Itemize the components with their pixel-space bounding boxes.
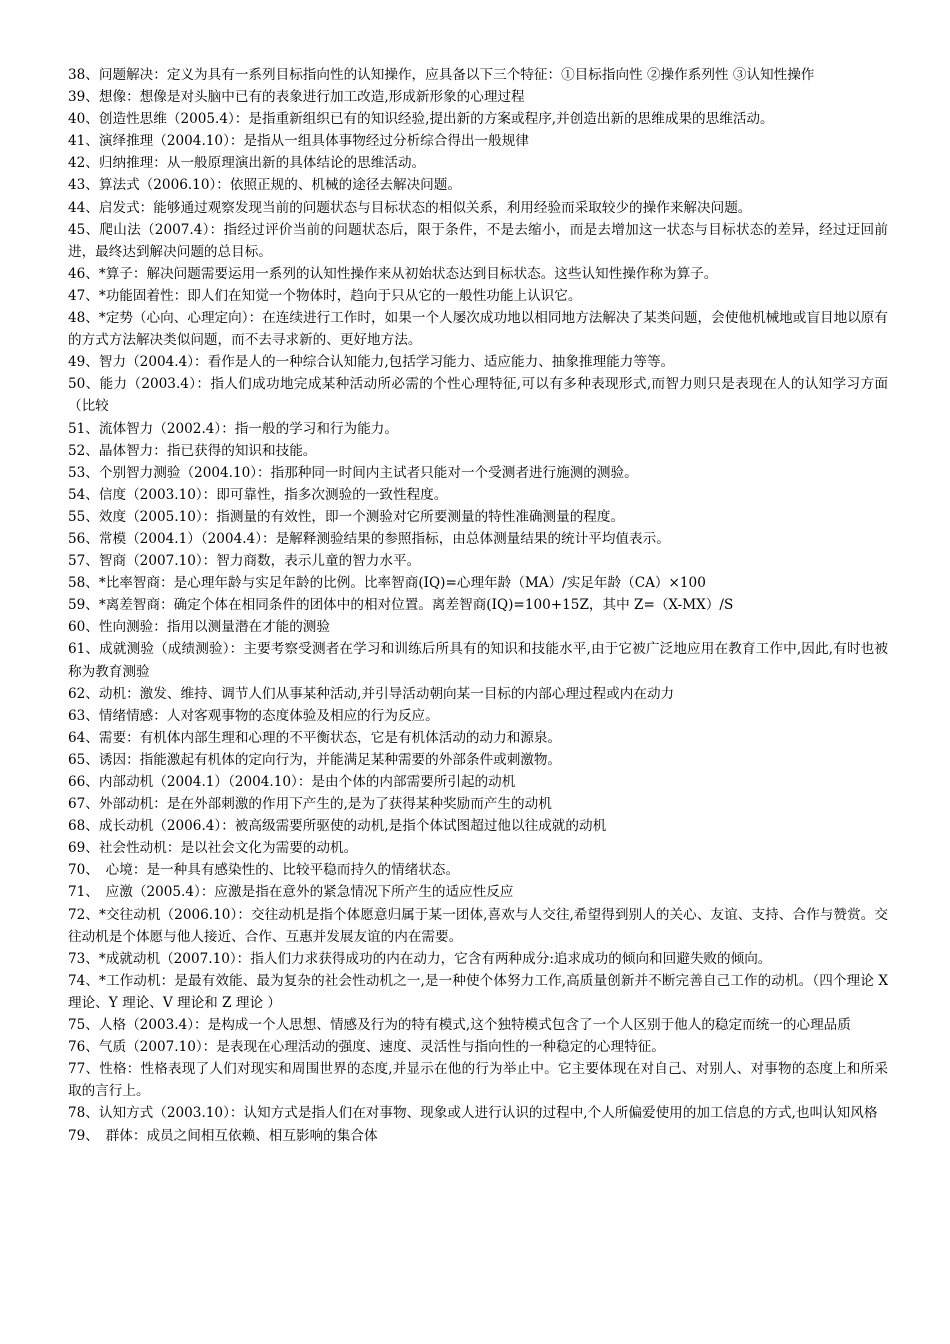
entry-51: 51、流体智力（2002.4）：指一般的学习和行为能力。 xyxy=(68,420,398,437)
entry-47: 47、*功能固着性：即人们在知觉一个物体时，趋向于只从它的一般性功能上认识它。 xyxy=(68,287,582,304)
entry-64: 64、需要：有机体内部生理和心理的不平衡状态，它是有机体活动的动力和源泉。 xyxy=(68,729,562,746)
entry-74: 74、*工作动机：是最有效能、最为复杂的社会性动机之一,是一种使个体努力工作,高质量创新并不断完善自己工作的动机。（四个理论 X 理论、Y 理论、V 理论和 Z 理论 ） xyxy=(68,972,888,1011)
entry-70: 70、 心境：是一种具有感染性的、比较平稳而持久的情绪状态。 xyxy=(68,862,460,879)
entry-65: 65、诱因：指能激起有机体的定向行为，并能满足某种需要的外部条件或刺激物。 xyxy=(68,751,562,768)
entry-44: 44、启发式：能够通过观察发现当前的问题状态与目标状态的相似关系，利用经验而采取较少的操作来解决问题。 xyxy=(68,199,752,216)
entry-40: 40、创造性思维（2005.4）：是指重新组织已有的知识经验,提出新的方案或程序,并创造出新的思维成果的思维活动。 xyxy=(68,111,774,128)
entry-67: 67、外部动机：是在外部刺激的作用下产生的,是为了获得某种奖励而产生的动机 xyxy=(68,796,552,813)
entry-76: 76、气质（2007.10）：是表现在心理活动的强度、速度、灵活性与指向性的一种稳定的心理特征。 xyxy=(68,1039,665,1056)
entry-41: 41、演绎推理（2004.10）：是指从一组具体事物经过分析综合得出一般规律 xyxy=(68,133,529,150)
entry-60: 60、性向测验：指用以测量潜在才能的测验 xyxy=(68,619,330,636)
entry-78: 78、认知方式（2003.10）：认知方式是指人们在对事物、现象或人进行认识的过程中,个人所偏爱使用的加工信息的方式,也叫认知风格 xyxy=(68,1105,878,1122)
entry-57: 57、智商（2007.10）：智力商数，表示儿童的智力水平。 xyxy=(68,553,421,570)
entry-48: 48、*定势（心向、心理定向）：在连续进行工作时，如果一个人屡次成功地以相同地方法解决了某类问题，会使他机械地或盲目地以原有的方式方法解决类似问题，而不去寻求新的、更好地方法。 xyxy=(68,310,888,349)
entry-73: 73、*成就动机（2007.10）：指人们力求获得成功的内在动力，它含有两种成分:追求成功的倾向和回避失败的倾向。 xyxy=(68,950,772,967)
entry-63: 63、情绪情感：人对客观事物的态度体验及相应的行为反应。 xyxy=(68,707,439,724)
entry-71: 71、 应激（2005.4）：应激是指在意外的紧急情况下所产生的适应性反应 xyxy=(68,884,514,901)
entry-77: 77、性格：性格表现了人们对现实和周围世界的态度,并显示在他的行为举止中。它主要体现在对自己、对别人、对事物的态度上和所采取的言行上。 xyxy=(68,1061,888,1100)
entry-75: 75、人格（2003.4）：是构成一个人思想、情感及行为的特有模式,这个独特模式包含了一个人区别于他人的稳定而统一的心理品质 xyxy=(68,1017,851,1034)
entry-55: 55、效度（2005.10）：指测量的有效性，即一个测验对它所要测量的特性准确测量的程度。 xyxy=(68,508,625,525)
entry-43: 43、算法式（2006.10）：依照正规的、机械的途径去解决问题。 xyxy=(68,177,461,194)
entry-38: 38、问题解决：定义为具有一系列目标指向性的认知操作，应具备以下三个特征：①目标指向性 ②操作系列性 ③认知性操作 xyxy=(68,67,815,83)
entry-49: 49、智力（2004.4）：看作是人的一种综合认知能力,包括学习能力、适应能力、抽象推理能力等等。 xyxy=(68,354,675,371)
entry-72: 72、*交往动机（2006.10）：交往动机是指个体愿意归属于某一团体,喜欢与人交往,希望得到别人的关心、友谊、支持、合作与赞赏。交往动机是个体愿与他人接近、合作、互惠并发展友谊的内在需要。 xyxy=(68,906,888,945)
entry-69: 69、社会性动机：是以社会文化为需要的动机。 xyxy=(68,840,358,857)
entry-61: 61、成就测验（成绩测验）：主要考察受测者在学习和训练后所具有的知识和技能水平,由于它被广泛地应用在教育工作中,因此,有时也被称为教育测验 xyxy=(68,641,888,680)
document-page xyxy=(68,64,888,1147)
entry-39: 39、想像：想像是对头脑中已有的表象进行加工改造,形成新形象的心理过程 xyxy=(68,89,525,106)
entry-62: 62、动机：激发、维持、调节人们从事某种活动,并引导活动朝向某一目标的内部心理过程或内在动力 xyxy=(68,685,675,702)
entry-79: 79、 群体：成员之间相互依赖、相互影响的集合体 xyxy=(68,1127,378,1144)
entry-53: 53、个别智力测验（2004.10）：指那种同一时间内主试者只能对一个受测者进行施测的测验。 xyxy=(68,464,638,481)
entry-52: 52、晶体智力：指已获得的知识和技能。 xyxy=(68,442,317,459)
entry-45: 45、爬山法（2007.4）：指经过评价当前的问题状态后，限于条件，不是去缩小，而是去增加这一状态与目标状态的差异，经过迂回前进，最终达到解决问题的总目标。 xyxy=(68,221,888,260)
entry-46: 46、*算子：解决问题需要运用一系列的认知性操作来从初始状态达到目标状态。这些认知性操作称为算子。 xyxy=(68,265,718,282)
entry-68: 68、成长动机（2006.4）：被高级需要所驱使的动机,是指个体试图超过他以往成就的动机 xyxy=(68,818,607,835)
entry-56: 56、常模（2004.1）（2004.4）：是解释测验结果的参照指标，由总体测量结果的统计平均值表示。 xyxy=(68,530,670,547)
entry-59: 59、*离差智商：确定个体在相同条件的团体中的相对位置。离差智商(IQ)=100+15Z，其中 Z=（X-MX）/S xyxy=(68,597,734,614)
entry-58: 58、*比率智商：是心理年龄与实足年龄的比例。比率智商(IQ)=心理年龄（MA）/实足年龄（CA）×100 xyxy=(68,575,706,592)
entry-54: 54、信度（2003.10）：即可靠性，指多次测验的一致性程度。 xyxy=(68,486,448,503)
entry-42: 42、归纳推理：从一般原理演出新的具体结论的思维活动。 xyxy=(68,155,426,172)
entry-66: 66、内部动机（2004.1）（2004.10）：是由个体的内部需要所引起的动机 xyxy=(68,774,516,790)
entry-50: 50、能力（2003.4）：指人们成功地完成某种活动所必需的个性心理特征,可以有多种表现形式,而智力则只是表现在人的认知学习方面（比较 xyxy=(68,376,888,415)
